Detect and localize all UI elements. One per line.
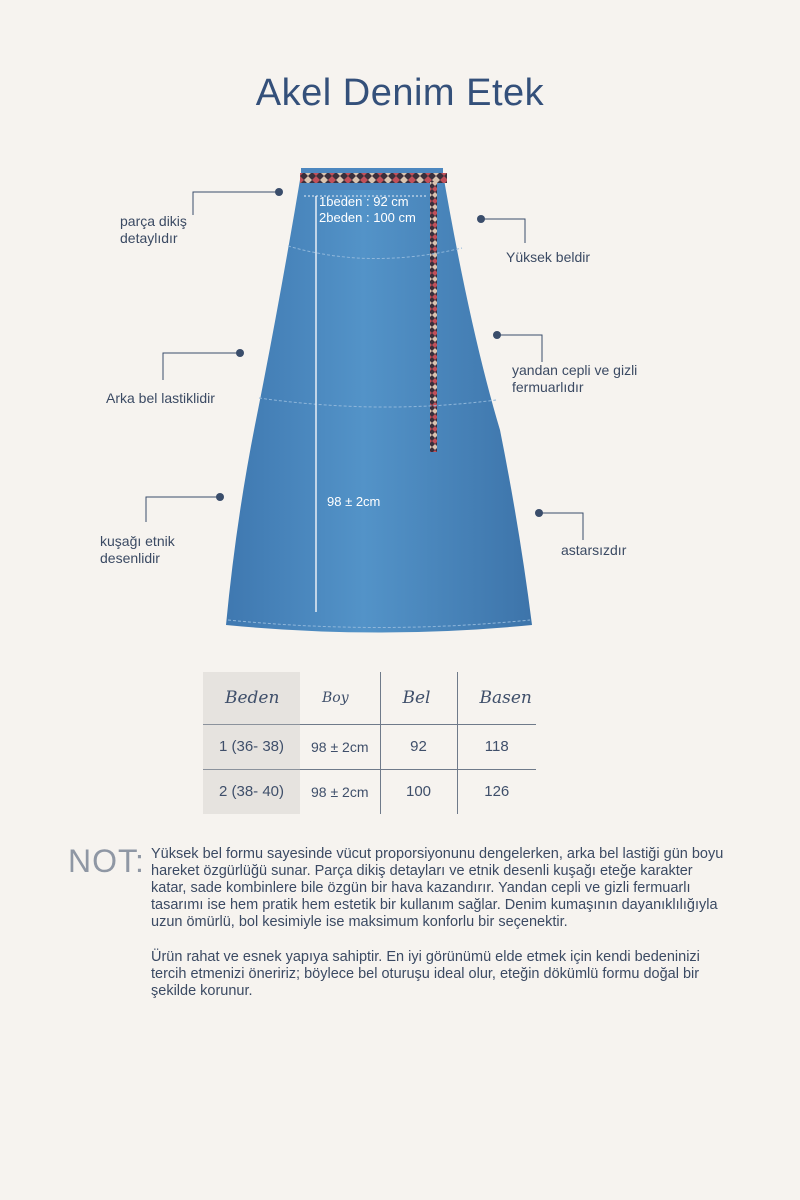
- table-header-bel: Bel: [380, 672, 457, 724]
- callout-dot: [493, 331, 501, 339]
- callout-dot: [216, 493, 224, 501]
- belt-tail: [430, 182, 437, 452]
- note-paragraph-2: Ürün rahat ve esnek yapıya sahiptir. En iyi görünümü elde etmek için kendi bedeninizi tercih etmenizi öneririz; böylece bel oturuşu ideal olur, eteğin dökümlü formu doğal bir şekilde korunur.: [151, 949, 700, 999]
- table-cell-beden: 2 (38- 40): [203, 769, 300, 814]
- callout-dot: [275, 188, 283, 196]
- belt-band: [300, 173, 447, 183]
- callout-kusak: kuşağı etnik desenlidir: [100, 533, 175, 566]
- page-title: Akel Denim Etek: [255, 72, 545, 114]
- table-cell-boy: 98 ± 2cm: [300, 769, 380, 814]
- length-measure: 98 ± 2cm: [327, 494, 381, 509]
- table-cell-bel: 92: [380, 724, 457, 769]
- table-row: [203, 769, 536, 814]
- size-table: [203, 672, 536, 814]
- note-label: NOT:: [68, 843, 145, 879]
- callout-parca-dikis: parça dikiş detaylıdır: [120, 213, 187, 246]
- callout-astar: astarsızdır: [561, 542, 627, 558]
- note-body: [151, 846, 731, 1018]
- table-cell-boy: 98 ± 2cm: [300, 724, 380, 769]
- callout-dot: [535, 509, 543, 517]
- table-header-boy: Boy: [300, 672, 380, 724]
- waist-measure-1: 1beden : 92 cm: [319, 194, 409, 209]
- table-header-basen: Basen: [479, 687, 532, 708]
- table-cell-basen: 118: [457, 724, 536, 769]
- table-header-beden: Beden: [203, 672, 300, 724]
- callout-yandan-cep: yandan cepli ve gizli fermuarlıdır: [512, 362, 638, 395]
- callout-yuksek-bel: Yüksek beldir: [506, 249, 591, 265]
- note-paragraph-1: Yüksek bel formu sayesinde vücut proporsiyonunu dengelerken, arka bel lastiği gün boyu hareket özgürlüğü sunar. Parça dikiş detayları ve etnik desenli kuşağı eteğe karakter katar, sade kombinlere bile özgün bir hava kazandırır. Yandan cepli ve gizli fermuarlı tasarımı ise hem pratik hem estetik bir kullanım sağlar. Denim kumaşının dayanıklılığıyla uzun ömürlü, bol kesimiyle ise maksimum konforlu bir seçenektir.: [151, 846, 724, 930]
- table-row: [203, 724, 536, 769]
- table-cell-beden: 1 (36- 38): [203, 724, 300, 769]
- callout-dot: [477, 215, 485, 223]
- table-header-row: [203, 672, 536, 724]
- skirt-body: [226, 168, 532, 633]
- callout-arka-bel: Arka bel lastiklidir: [106, 390, 215, 406]
- table-cell-bel: 100: [380, 769, 457, 814]
- callout-dot: [236, 349, 244, 357]
- table-cell-basen: 126: [457, 769, 536, 814]
- waist-measure-2: 2beden : 100 cm: [319, 210, 416, 225]
